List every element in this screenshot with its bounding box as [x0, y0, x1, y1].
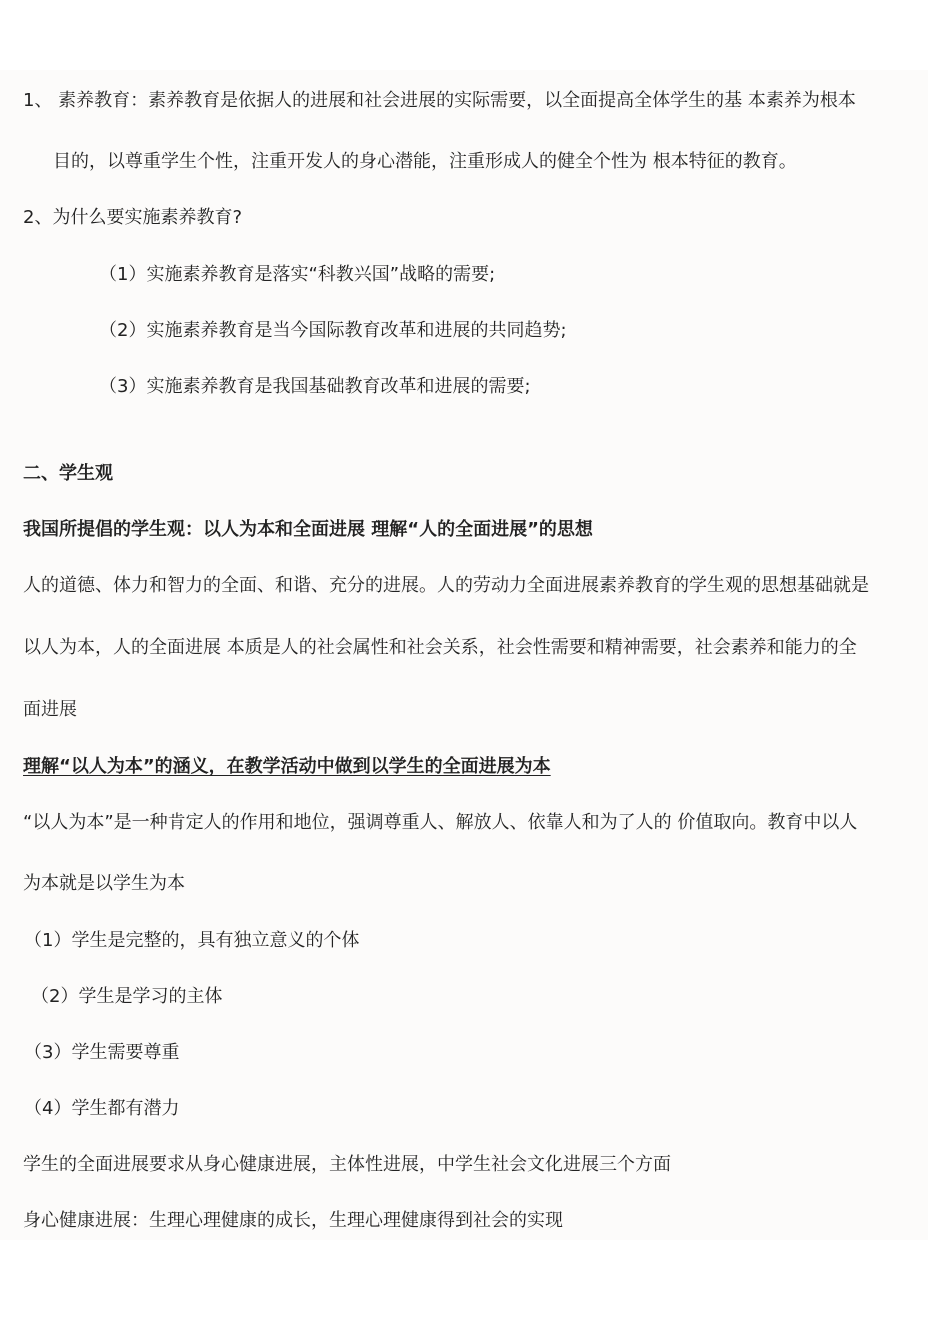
section-heading: 二、学生观: [23, 463, 113, 484]
definition-line-1: 1、 素养教育：素养教育是依据人的进展和社会进展的实际需要，以全面提高全体学生的基 本素养为根本: [23, 90, 856, 111]
paragraph-line: 身心健康进展：生理心理健康的成长，生理心理健康得到社会的实现: [23, 1210, 563, 1231]
section-subheading: 我国所提倡的学生观：以人为本和全面进展 理解“人的全面进展”的思想: [23, 519, 593, 540]
point-item: （2）学生是学习的主体: [31, 986, 223, 1007]
point-item: （3）学生需要尊重: [24, 1042, 180, 1063]
reason-item: （3）实施素养教育是我国基础教育改革和进展的需要;: [99, 376, 531, 397]
point-item: （1）学生是完整的，具有独立意义的个体: [24, 930, 360, 951]
definition-line-2: 目的，以尊重学生个性，注重开发人的身心潜能，注重形成人的健全个性为 根本特征的教育。: [53, 151, 797, 172]
point-item: （4）学生都有潜力: [24, 1098, 180, 1119]
reason-item: （1）实施素养教育是落实“科教兴国”战略的需要;: [99, 264, 496, 285]
underlined-heading: 理解“以人为本”的涵义，在教学活动中做到以学生的全面进展为本: [23, 756, 551, 777]
paragraph-line: 面进展: [23, 699, 77, 720]
question-heading: 2、为什么要实施素养教育?: [23, 207, 243, 228]
paragraph-line: 学生的全面进展要求从身心健康进展，主体性进展，中学生社会文化进展三个方面: [23, 1154, 671, 1175]
reason-item: （2）实施素养教育是当今国际教育改革和进展的共同趋势;: [99, 320, 567, 341]
paragraph-line: 人的道德、体力和智力的全面、和谐、充分的进展。人的劳动力全面进展素养教育的学生观的思想基础就是: [23, 575, 869, 596]
paragraph-line: “以人为本”是一种肯定人的作用和地位，强调尊重人、解放人、依靠人和为了人的 价值取向。教育中以人: [23, 812, 858, 833]
paragraph-line: 为本就是以学生为本: [23, 873, 185, 894]
paragraph-line: 以人为本，人的全面进展 本质是人的社会属性和社会关系，社会性需要和精神需要，社会素养和能力的全: [23, 637, 857, 658]
